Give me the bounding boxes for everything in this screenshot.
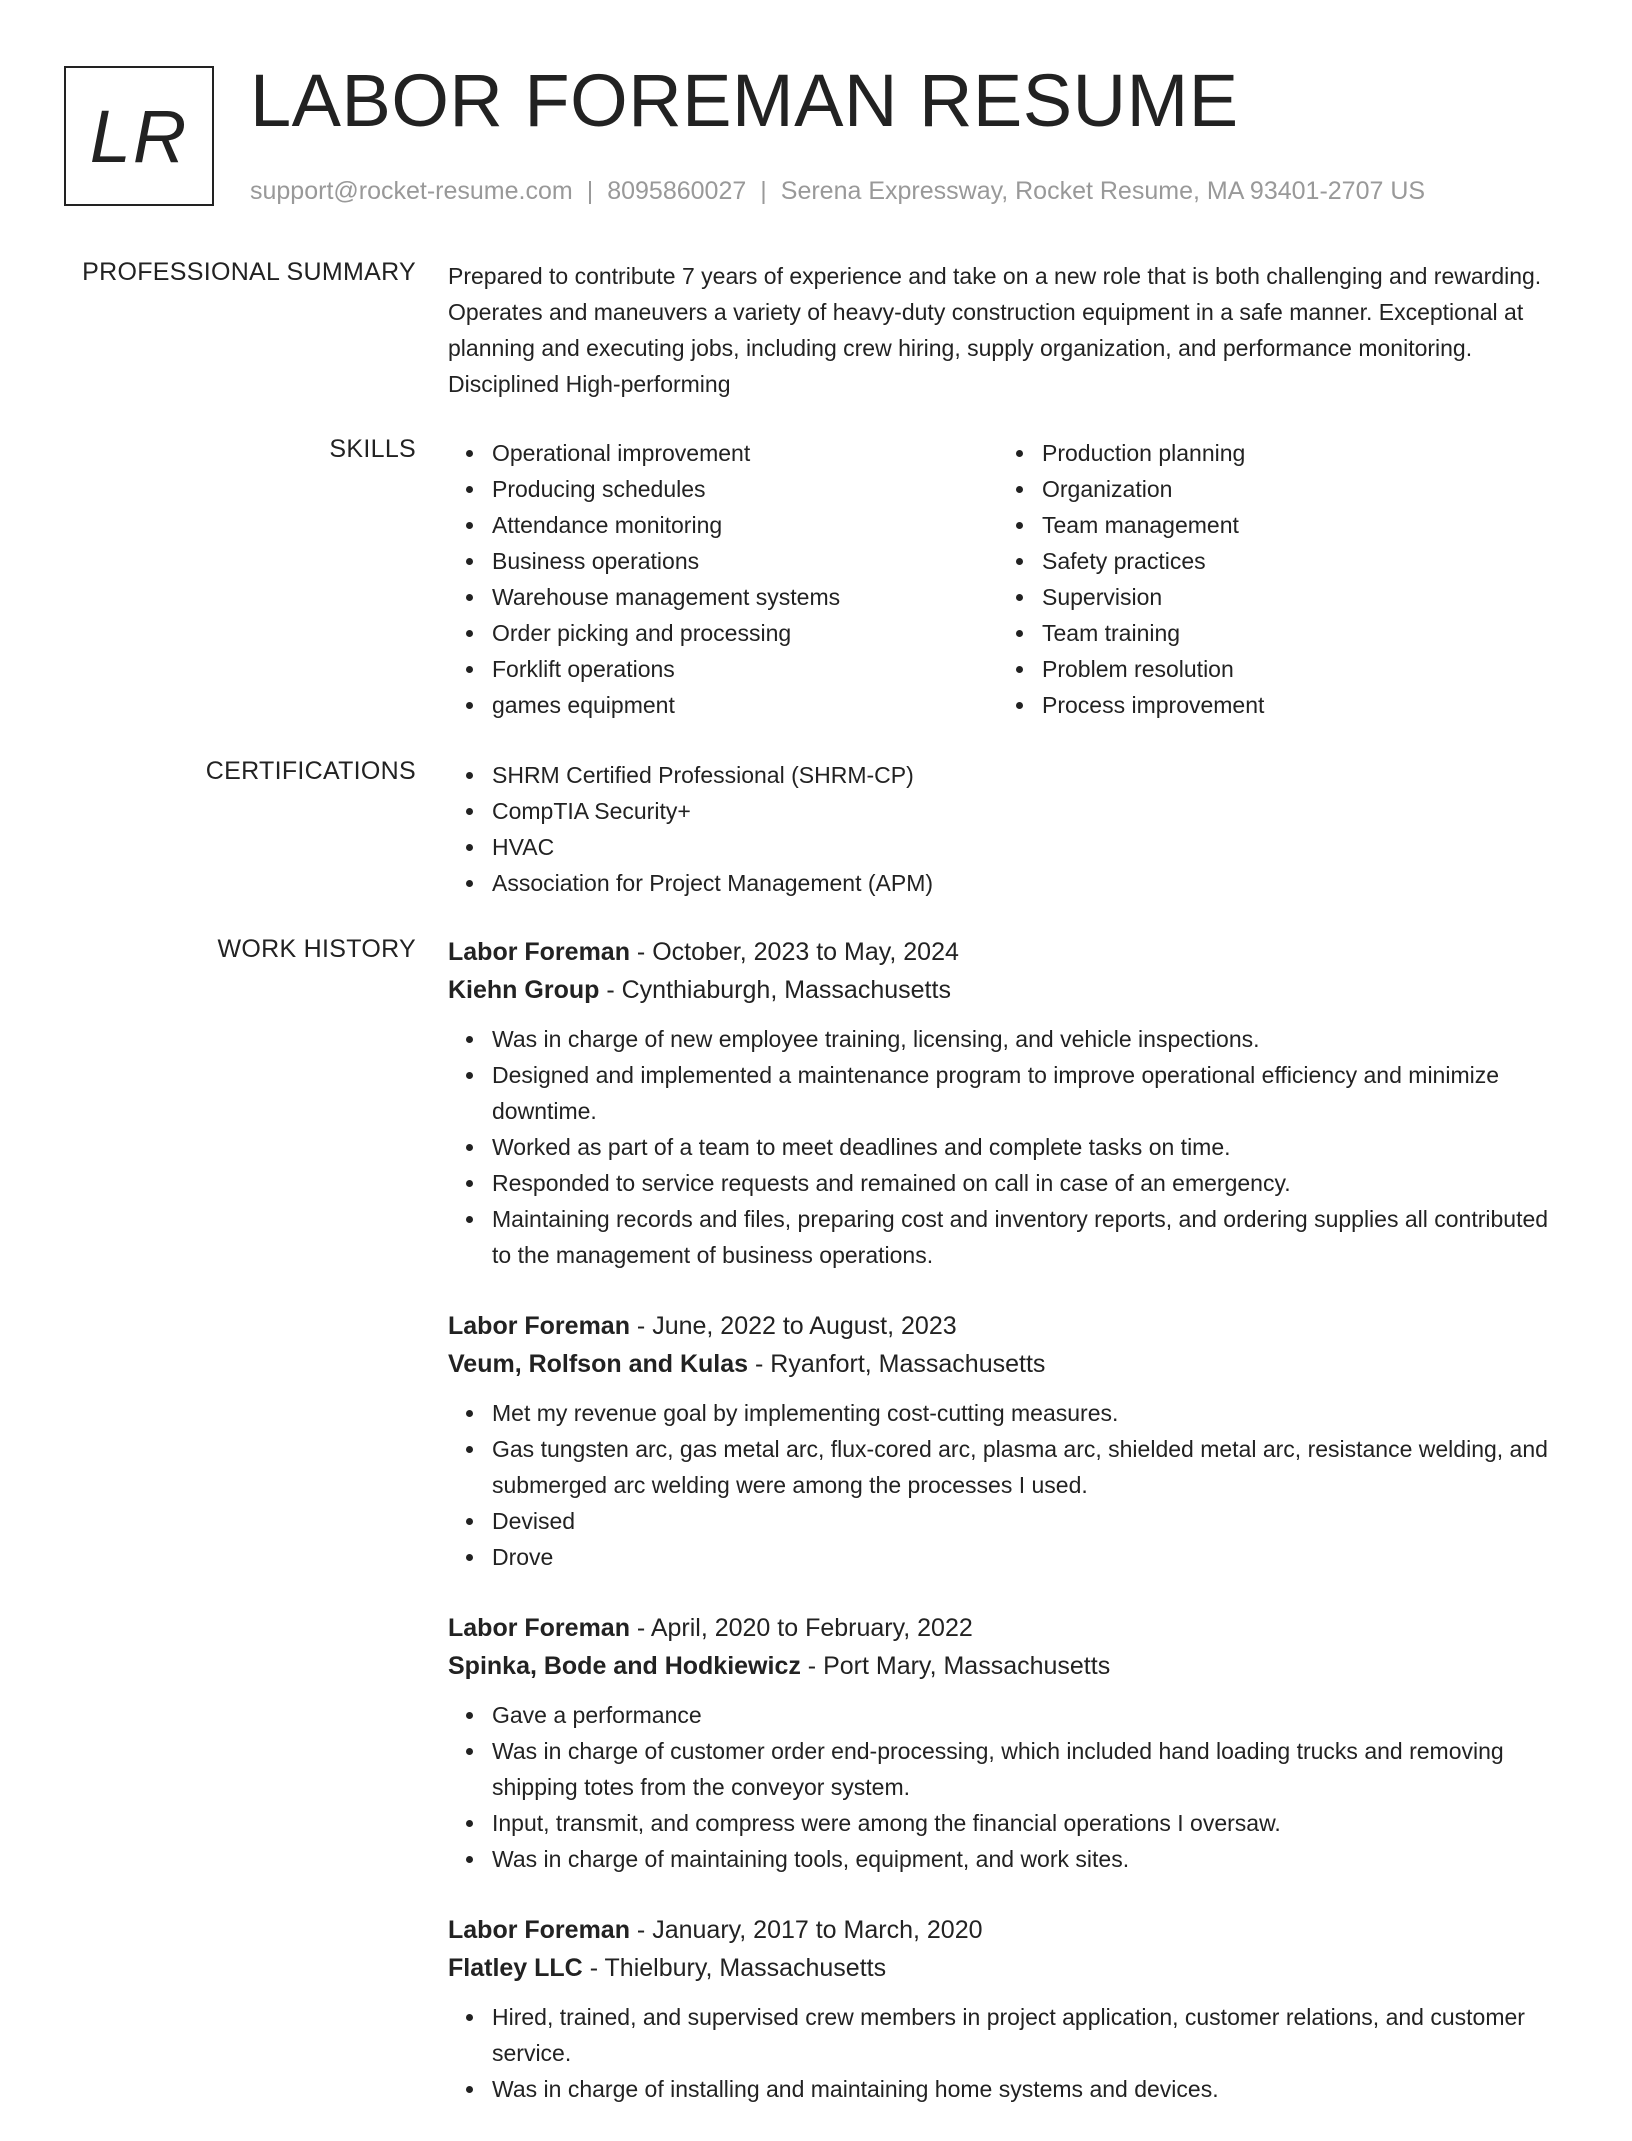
job-title: Labor Foreman — [448, 938, 630, 966]
certification-item: SHRM Certified Professional (SHRM-CP) — [448, 757, 1572, 793]
job-bullet: Responded to service requests and remained on call in case of an emergency. — [448, 1165, 1572, 1201]
skills-list-left — [448, 435, 998, 723]
page-title: LABOR FOREMAN RESUME — [250, 59, 1239, 142]
job-bullet: Gave a performance — [448, 1697, 1572, 1733]
skill-item: Attendance monitoring — [448, 507, 998, 543]
contact-line — [250, 174, 1425, 208]
job-bullet: Gas tungsten arc, gas metal arc, flux-cored arc, plasma arc, shielded metal arc, resistance welding, and submerged arc welding were among the processes I used. — [448, 1431, 1572, 1503]
job-bullets — [448, 1697, 1572, 1877]
skill-item: Team management — [998, 507, 1548, 543]
skills-list-right — [998, 435, 1548, 723]
job-bullet: Devised — [448, 1503, 1572, 1539]
monogram-logo: LR — [64, 66, 214, 206]
skill-item: Organization — [998, 471, 1548, 507]
skills-columns — [448, 435, 1572, 723]
contact-separator: | — [586, 177, 594, 205]
skill-item: Business operations — [448, 543, 998, 579]
job-title: Labor Foreman — [448, 1614, 630, 1642]
job-bullet: Drove — [448, 1539, 1572, 1575]
contact-email: support@rocket-resume.com — [250, 177, 573, 205]
skill-item: Problem resolution — [998, 651, 1548, 687]
skill-item: Producing schedules — [448, 471, 998, 507]
job-company: Kiehn Group — [448, 976, 600, 1004]
skill-item: games equipment — [448, 687, 998, 723]
job-dates: - June, 2022 to August, 2023 — [629, 1312, 957, 1340]
job-company-line — [448, 971, 1572, 1009]
job-company-line — [448, 1647, 1572, 1685]
job-bullet: Input, transmit, and compress were among the financial operations I oversaw. — [448, 1805, 1572, 1841]
certifications-label: CERTIFICATIONS — [205, 757, 416, 785]
certification-item: CompTIA Security+ — [448, 793, 1572, 829]
job-dates: - October, 2023 to May, 2024 — [629, 938, 959, 966]
job-dates: - April, 2020 to February, 2022 — [629, 1614, 973, 1642]
work-history-label: WORK HISTORY — [217, 935, 416, 963]
skill-item: Order picking and processing — [448, 615, 998, 651]
job-company-line — [448, 1345, 1572, 1383]
job-bullet: Was in charge of maintaining tools, equipment, and work sites. — [448, 1841, 1572, 1877]
skills-body — [448, 435, 1572, 723]
contact-separator: | — [760, 177, 767, 205]
skill-item: Supervision — [998, 579, 1548, 615]
job-entry — [448, 1609, 1572, 1877]
skill-item: Warehouse management systems — [448, 579, 998, 615]
job-title-line — [448, 1307, 1572, 1345]
skill-item: Team training — [998, 615, 1548, 651]
job-entry — [448, 1307, 1572, 1575]
job-bullet: Was in charge of new employee training, licensing, and vehicle inspections. — [448, 1021, 1572, 1057]
skill-item: Process improvement — [998, 687, 1548, 723]
certifications-list — [448, 757, 1572, 901]
job-company-line — [448, 1949, 1572, 1987]
job-title: Labor Foreman — [448, 1916, 630, 1944]
job-title-line — [448, 1609, 1572, 1647]
contact-phone: 8095860027 — [607, 177, 747, 205]
job-location: - Thielbury, Massachusetts — [582, 1954, 887, 1982]
job-title-line — [448, 1911, 1572, 1949]
job-bullet: Maintaining records and files, preparing cost and inventory reports, and ordering supplies all contributed to the management of business operations. — [448, 1201, 1572, 1273]
job-location: - Ryanfort, Massachusetts — [748, 1350, 1046, 1378]
summary-label: PROFESSIONAL SUMMARY — [82, 258, 416, 286]
job-location: - Port Mary, Massachusetts — [800, 1652, 1111, 1680]
job-bullet: Hired, trained, and supervised crew members in project application, customer relations, and customer service. — [448, 1999, 1572, 2071]
contact-address: Serena Expressway, Rocket Resume, MA 93401-2707 US — [780, 177, 1426, 205]
job-title-line — [448, 933, 1572, 971]
certification-item: HVAC — [448, 829, 1572, 865]
summary-text: Prepared to contribute 7 years of experience and take on a new role that is both challenging and rewarding. Operates and maneuvers a variety of heavy-duty construction equipment in a safe manner. Exceptional at planning and executing jobs, including crew hiring, supply organization, and performance monitoring. Disciplined High-performing — [448, 263, 1542, 397]
skill-item: Production planning — [998, 435, 1548, 471]
job-company: Veum, Rolfson and Kulas — [448, 1350, 749, 1378]
job-bullet: Designed and implemented a maintenance program to improve operational efficiency and minimize downtime. — [448, 1057, 1572, 1129]
job-location: - Cynthiaburgh, Massachusetts — [599, 976, 951, 1004]
job-bullets — [448, 1999, 1572, 2107]
job-entry — [448, 933, 1572, 1273]
skill-item: Operational improvement — [448, 435, 998, 471]
work-history-body — [448, 933, 1572, 2141]
job-bullets — [448, 1021, 1572, 1273]
skill-item: Forklift operations — [448, 651, 998, 687]
job-title: Labor Foreman — [448, 1312, 630, 1340]
certifications-body — [448, 757, 1572, 901]
skill-item: Safety practices — [998, 543, 1548, 579]
job-bullet: Met my revenue goal by implementing cost-cutting measures. — [448, 1395, 1572, 1431]
job-company: Spinka, Bode and Hodkiewicz — [448, 1652, 801, 1680]
certification-item: Association for Project Management (APM) — [448, 865, 1572, 901]
job-bullet: Was in charge of installing and maintaining home systems and devices. — [448, 2071, 1572, 2107]
job-bullet: Worked as part of a team to meet deadlines and complete tasks on time. — [448, 1129, 1572, 1165]
job-bullets — [448, 1395, 1572, 1575]
job-company: Flatley LLC — [448, 1954, 583, 1982]
job-dates: - January, 2017 to March, 2020 — [629, 1916, 983, 1944]
skills-label: SKILLS — [329, 435, 416, 463]
job-entry — [448, 1911, 1572, 2107]
job-bullet: Was in charge of customer order end-processing, which included hand loading trucks and removing shipping totes from the conveyor system. — [448, 1733, 1572, 1805]
